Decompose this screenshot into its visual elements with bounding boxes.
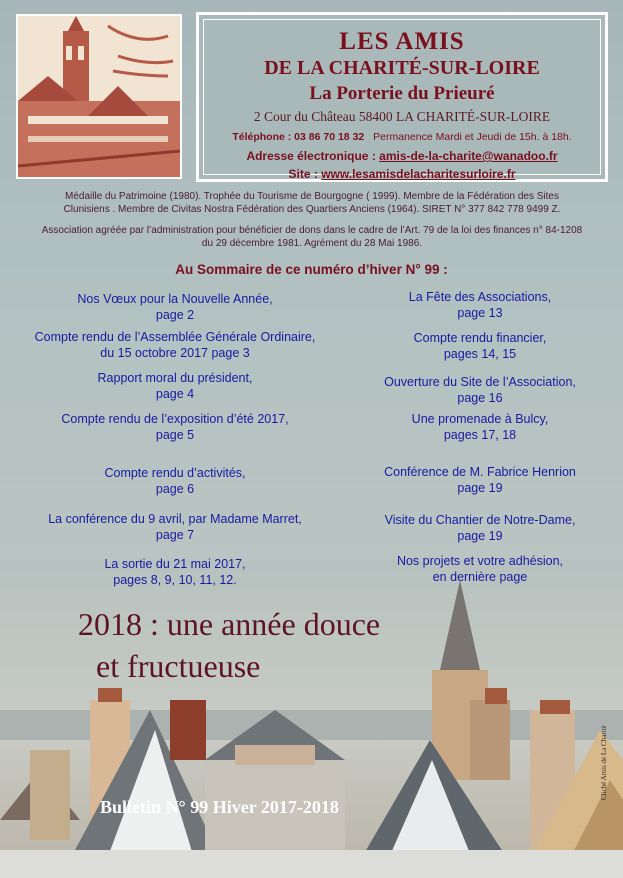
toc-item-title: Ouverture du Site de l’Association, (384, 375, 576, 389)
header-box (196, 12, 608, 182)
toc-item-page: page 4 (155, 386, 195, 401)
phone-label: Téléphone : 03 86 70 18 32 (232, 131, 365, 143)
email-link[interactable]: amis-de-la-charite@wanadoo.fr (379, 149, 558, 163)
toc-left-7 (40, 557, 310, 588)
toc-item-title: Compte rendu de l’exposition d’été 2017, (61, 412, 289, 426)
org-subtitle: DE LA CHARITÉ-SUR-LOIRE (264, 57, 540, 79)
toc-right-4 (370, 412, 590, 443)
toc-right-2 (370, 331, 590, 362)
agreement-info (8, 225, 616, 250)
toc-item-title: Compte rendu financier, (413, 331, 547, 345)
toc-right-3 (360, 375, 600, 406)
info-line: Clunisiens . Membre de Civitas Nostra Fédération des Quartiers Anciens (1964). SIRET N° 377 842 778 9499 Z. (63, 203, 561, 215)
toc-item-page: page 16 (457, 390, 503, 405)
org-address: 2 Cour du Château 58400 LA CHARITÉ-SUR-LOIRE (253, 109, 551, 124)
toc-item-page: page 6 (155, 481, 195, 496)
org-location: La Porterie du Prieuré (309, 83, 495, 104)
photo-credit: Cliché Amis de La Charité (600, 725, 608, 800)
info-line: Médaille du Patrimoine (1980). Trophée du Tourisme de Bourgogne ( 1999). Membre de la Fédération des Sites (65, 191, 559, 202)
toc-right-5 (360, 465, 600, 496)
toc-item-title: Compte rendu de l’Assemblée Générale Ordinaire, (34, 330, 316, 344)
org-title: LES AMIS (339, 28, 465, 55)
toc-left-2 (20, 330, 330, 361)
toc-item-page: page 19 (457, 480, 503, 495)
phone-hours: Permanence Mardi et Jeudi de 15h. à 18h. (373, 131, 572, 143)
toc-item-page: pages 17, 18 (443, 427, 517, 442)
headline-line2: et fructueuse (96, 648, 261, 684)
toc-item-title: Rapport moral du président, (97, 371, 253, 385)
toc-item-title: La sortie du 21 mai 2017, (104, 557, 246, 571)
toc-item-page: page 5 (155, 427, 195, 442)
toc-item-page: page 19 (457, 528, 503, 543)
toc-item-page: en dernière page (432, 569, 528, 584)
toc-left-5 (40, 466, 310, 497)
phone-line (204, 131, 600, 143)
toc-right-7 (360, 554, 600, 585)
email-line (204, 149, 600, 163)
headline-line1: 2018 : une année douce (78, 606, 381, 642)
toc-item-title: La Fête des Associations, (408, 290, 552, 304)
toc-item-page: page 7 (155, 527, 195, 542)
site-link[interactable]: www.lesamisdelacharitesurloire.fr (321, 167, 516, 181)
toc-left-6 (20, 512, 330, 543)
site-label: Site : (288, 167, 318, 181)
toc-item-page: page 13 (457, 305, 503, 320)
toc-item-title: Nos projets et votre adhésion, (396, 554, 564, 568)
email-label: Adresse électronique : (246, 149, 376, 163)
toc-item-title: Visite du Chantier de Notre-Dame, (384, 513, 576, 527)
toc-item-title: La conférence du 9 avril, par Madame Marret, (48, 512, 302, 526)
toc-item-page: du 15 octobre 2017 page 3 (100, 345, 250, 360)
toc-item-page: pages 14, 15 (443, 346, 517, 361)
toc-right-6 (360, 513, 600, 544)
toc-item-page: pages 8, 9, 10, 11, 12. (113, 572, 237, 587)
toc-item-title: Compte rendu d’activités, (104, 466, 246, 480)
toc-left-1 (40, 292, 310, 323)
toc-left-4 (40, 412, 310, 443)
info-line: du 29 décembre 1981. Agrément du 28 Mai 1986. (201, 237, 423, 249)
toc-right-1 (370, 290, 590, 321)
toc-item-title: Conférence de M. Fabrice Henrion (384, 465, 576, 479)
bulletin-label: Bulletin N° 99 Hiver 2017-2018 (100, 797, 339, 817)
site-line (204, 167, 600, 181)
sommaire-title: Au Sommaire de ce numéro d’hiver N° 99 : (175, 262, 448, 277)
info-line: Association agréée par l’administration pour bénéficier de dons dans le cadre de l’Art. 79 de la loi des finances n° 84-1208 (41, 225, 583, 236)
toc-item-title: Une promenade à Bulcy, (411, 412, 549, 426)
association-logo (16, 14, 182, 179)
awards-info (8, 191, 616, 216)
toc-item-page: page 2 (155, 307, 195, 322)
toc-item-title: Nos Vœux pour la Nouvelle Année, (77, 292, 273, 306)
toc-left-3 (40, 371, 310, 402)
